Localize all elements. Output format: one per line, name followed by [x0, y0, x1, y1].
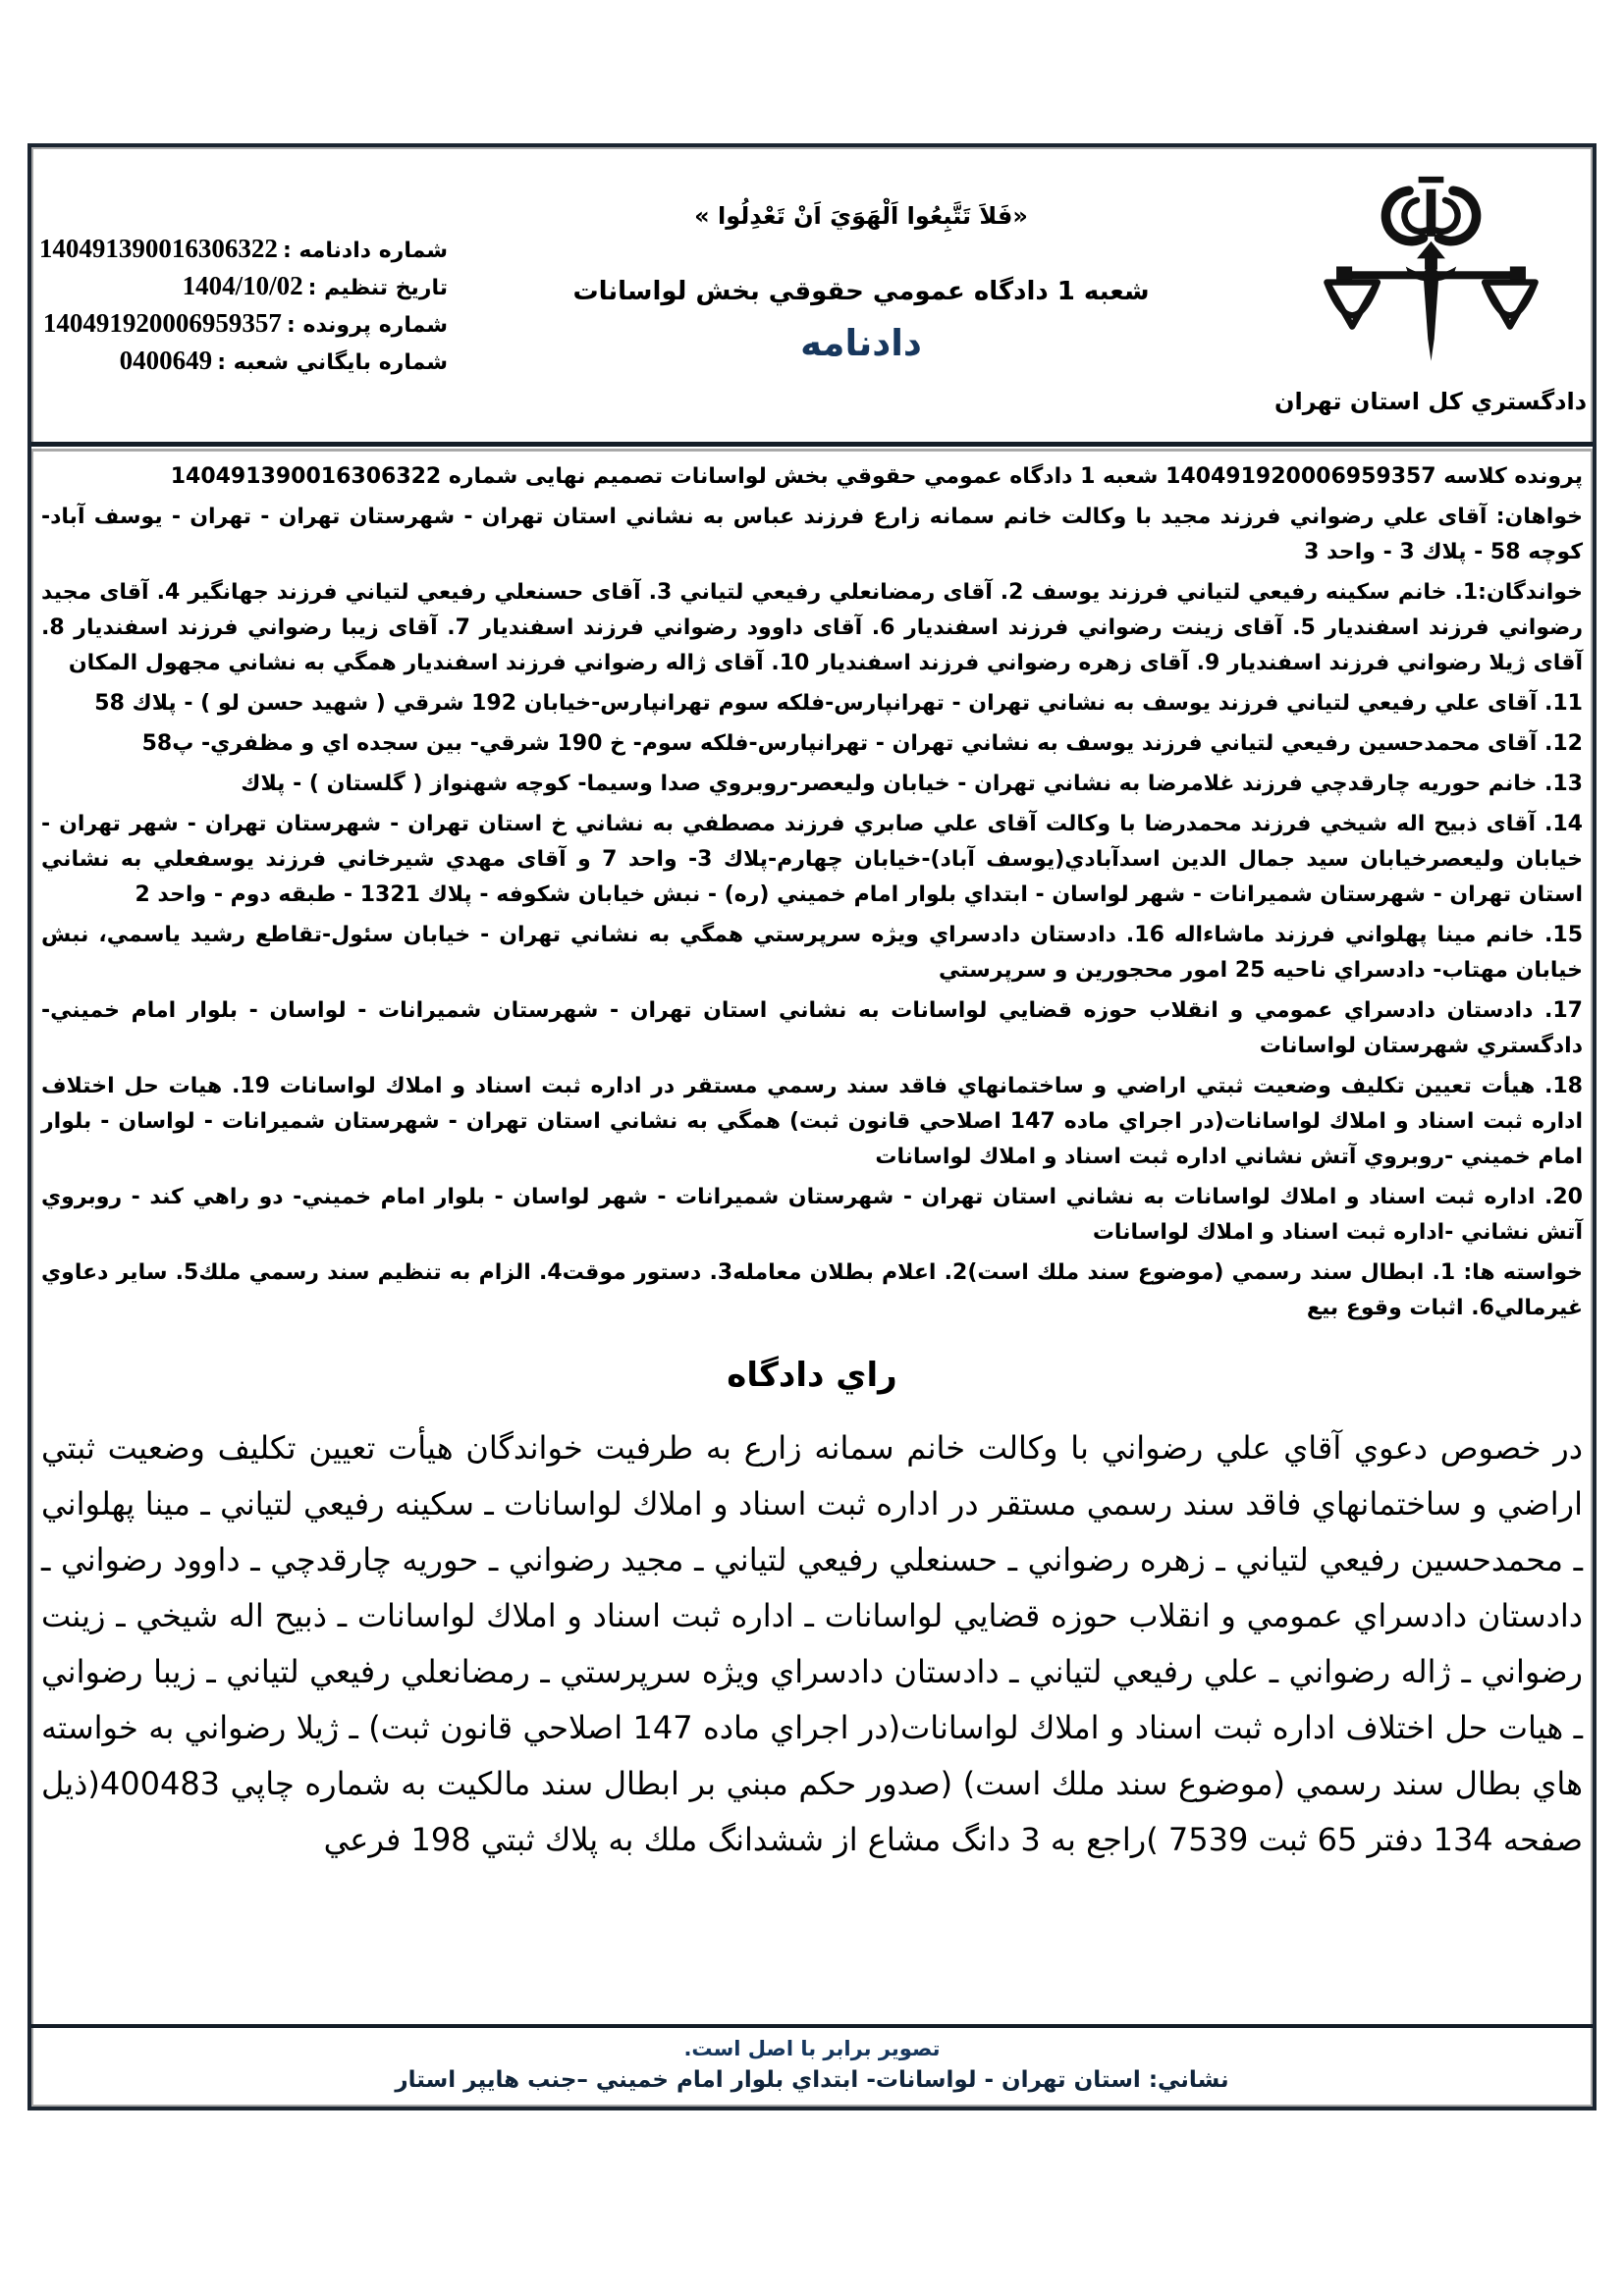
header-section — [31, 147, 1593, 442]
field-case-number — [42, 306, 448, 344]
defendant-item-12: 12. آقای محمدحسين رفيعي لتياني فرزند يوسف به نشاني تهران - تهرانپارس-فلکه سوم- خ 190 شرقي- بين سجده اي و مظفري- پ58 — [141, 731, 1583, 756]
defendant-items-18-19: 18. هيأت تعيين تکليف وضعيت ثبتي اراضي و ساختمانهاي فاقد سند رسمي مستقر در اداره ثبت اسناد و املاك لواسانات 19. هيات حل اختلاف اداره ثبت اسناد و املاك لواسانات(در اجراي ماده 147 اصلاحي قانون ثبت) همگي به نشاني استان تهران - شهرستان شميرانات - لواسان - بلوار امام خميني -روبروي آتش نشاني اداره ثبت اسناد و املاك لواسانات — [41, 1074, 1583, 1169]
ruling-heading: راي دادگاه — [727, 1356, 897, 1395]
header-center-column — [454, 147, 1269, 442]
document-title: دادنامه — [800, 322, 922, 364]
header-body-divider — [31, 442, 1593, 452]
header-logo-column — [1269, 147, 1593, 442]
field-value: 0400649 — [119, 346, 213, 375]
court-address: نشاني: استان تهران - لواسانات- ابتداي بلوار امام خميني –جنب هايپر استار — [395, 2067, 1229, 2093]
defendant-item-11: 11. آقای علي رفيعي لتياني فرزند يوسف به نشاني تهران - تهرانپارس-فلکه سوم تهرانپارس-خيابان 192 شرقي ( شهيد حسن لو ) - پلاك 58 — [94, 691, 1583, 716]
plaintiff-paragraph: خواهان: آقای علي رضواني فرزند مجيد با وکالت خانم سمانه زارع فرزند عباس به نشاني استان تهران - شهرستان تهران - تهران - يوسف آباد- کوچه 58 - پلاك 3 - واحد 3 — [41, 505, 1583, 564]
body-section — [31, 452, 1593, 2024]
certified-copy-note: تصویر برابر با اصل است. — [683, 2037, 941, 2060]
defendant-item-14: 14. آقای ذبيح اله شيخي فرزند محمدرضا با وکالت آقای علي صابري فرزند مصطفي به نشاني خ استان تهران - شهرستان تهران - شهر تهران - خيابان وليعصرخيابان سيد جمال الدين اسدآبادي(يوسف آباد)-خيابان چهارم-پلاك 3- واحد 7 و آقای مهدي شيرخاني فرزند يوسفعلي به نشاني استان تهران - شهرستان شميرانات - شهر لواسان - ابتداي بلوار امام خميني (ره) - نبش خيابان شکوفه - پلاك 1321 - طبقه دوم - واحد 2 — [41, 812, 1583, 907]
field-issue-date — [71, 269, 448, 306]
field-value: 140491920006959357 — [42, 308, 282, 338]
defendant-item-20: 20. اداره ثبت اسناد و املاك لواسانات به نشاني استان تهران - شهرستان شميرانات - شهر لواسان - بلوار امام خميني- دو راهي کند - روبروي آتش نشاني -اداره ثبت اسناد و املاك لواسانات — [41, 1185, 1583, 1245]
defendant-item-13: 13. خانم حوريه چارقدچي فرزند غلامرضا به نشاني تهران - خيابان وليعصر-روبروي صدا وسيما- کوچه شهنواز ( گلستان ) - پلاك — [241, 772, 1583, 796]
defendant-items-15-16: 15. خانم مينا پهلواني فرزند ماشاءاله 16. دادستان دادسراي ويژه سرپرستي همگي به نشاني تهران - خيابان سئول-تقاطع رشيد ياسمي، نبش خيابان مهتاب- دادسراي ناحيه 25 امور محجورين و سرپرستي — [41, 923, 1584, 983]
field-value: 1404/10/02 — [182, 271, 303, 300]
footer-section — [31, 2028, 1593, 2107]
field-archive-number — [71, 344, 448, 381]
field-label: تاريخ تنظيم : — [307, 276, 448, 300]
quran-verse: «فَلاَ تَتَّبِعُوا اَلْهَوَيَ اَنْ تَعْدِلُوا » — [694, 202, 1028, 230]
field-label: شماره دادنامه : — [282, 239, 448, 263]
ruling-text: در خصوص دعوي آقاي علي رضواني با وکالت خانم سمانه زارع به طرفيت خواندگان هيأت تعيين تکليف وضعيت ثبتي اراضي و ساختمانهاي فاقد سند رسمي مستقر در اداره ثبت اسناد و املاك لواسانات ـ سکينه رفيعي لتياني ـ مينا پهلواني ـ محمدحسين رفيعي لتياني ـ زهره رضواني ـ حسنعلي رفيعي لتياني ـ مجيد رضواني ـ حوريه چارقدچي ـ داوود رضواني ـ دادستان دادسراي عمومي و انقلاب حوزه قضايي لواسانات ـ اداره ثبت اسناد و املاك لواسانات ـ ذبيح اله شيخي ـ زينت رضواني ـ ژاله رضواني ـ علي رفيعي لتياني ـ دادستان دادسراي ويژه سرپرستي ـ رمضانعلي رفيعي لتياني ـ زيبا رضواني ـ هيات حل اختلاف اداره ثبت اسناد و املاك لواسانات(در اجراي ماده 147 اصلاحي قانون ثبت) ـ ژيلا رضواني به خواسته هاي بطال سند رسمي (موضوع سند ملك است) (صدور حکم مبني بر ابطال سند مالکيت به شماره چاپي 400483(ذيل صفحه 134 دفتر 65 ثبت 7539 )راجع به 3 دانگ مشاع از ششدانگ ملك به پلاك ثبتي 198 فرعي — [41, 1429, 1584, 1858]
claims-paragraph: خواسته ها: 1. ابطال سند رسمي (موضوع سند ملك است)2. اعلام بطلان معامله3. دستور موقت4. الزام به تنظيم سند رسمي ملك5. ساير دعاوي غيرمالي6. اثبات وقوع بيع — [41, 1260, 1583, 1320]
defendant-item-17: 17. دادستان دادسراي عمومي و انقلاب حوزه قضايي لواسانات به نشاني استان تهران - شهرستان شميرانات - لواسان - بلوار امام خميني- دادگستري شهرستان لواسانات — [41, 998, 1583, 1058]
court-branch-title: شعبه 1 دادگاه عمومي حقوقي بخش لواسانات — [572, 277, 1150, 306]
org-name: دادگستري کل استان تهران — [1273, 388, 1588, 415]
field-value: 140491390016306322 — [38, 234, 278, 263]
defendants-paragraph: خواندگان:1. خانم سکينه رفيعي لتياني فرزند يوسف 2. آقای رمضانعلي رفيعي لتياني 3. آقای حسنعلي رفيعي لتياني فرزند جهانگير 4. آقای مجيد رضواني فرزند اسفنديار 5. آقای زينت رضواني فرزند اسفنديار 6. آقای داوود رضواني فرزند اسفنديار 7. آقای زيبا رضواني فرزند اسفنديار 8. آقای ژيلا رضواني فرزند اسفنديار 9. آقای زهره رضواني فرزند اسفنديار 10. آقای ژاله رضواني فرزند اسفنديار همگي به نشاني مجهول المکان — [41, 580, 1583, 675]
field-judgment-number — [38, 232, 448, 269]
field-label: شماره پرونده : — [287, 313, 448, 338]
case-intro: پرونده کلاسه 140491920006959357 شعبه 1 دادگاه عمومي حقوقي بخش لواسانات تصميم نهايی شماره 140491390016306322 — [170, 464, 1583, 489]
field-label: شماره بايگاني شعبه : — [217, 350, 448, 375]
judiciary-scales-logo — [1321, 159, 1542, 390]
header-fields-column — [31, 147, 454, 442]
judgment-frame — [27, 143, 1597, 2110]
